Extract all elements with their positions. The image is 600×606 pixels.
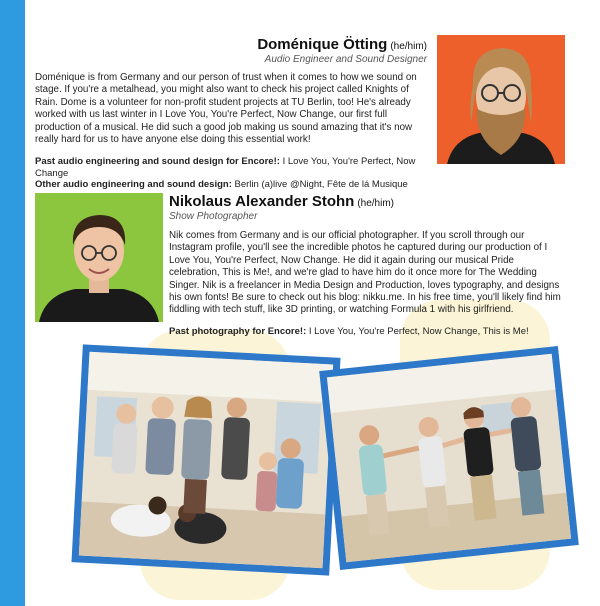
person1-name-line [257, 36, 427, 53]
credit-value: Berlin (a)live @Night, Fête de lá Musique [234, 179, 408, 190]
gallery-photo-frame [319, 346, 579, 570]
portrait-photo-icon [35, 193, 163, 322]
side-accent-bar [0, 0, 25, 606]
person1-portrait [437, 35, 565, 164]
credit-label: Past photography for Encore!: [169, 326, 307, 337]
credit-line [169, 326, 569, 338]
person1-role: Audio Engineer and Sound Designer [264, 54, 427, 65]
person2-pronouns: (he/him) [357, 198, 395, 209]
credit-value: I Love You, You're Perfect, Now Change, This is Me! [308, 326, 529, 337]
gallery-photo [327, 354, 571, 563]
person1-credits [35, 156, 430, 191]
person2-name: Nikolaus Alexander Stohn [169, 193, 355, 210]
rehearsal-group-photo-icon [79, 352, 333, 568]
portrait-photo-icon [437, 35, 565, 164]
person1-pronouns: (he/him) [390, 41, 427, 52]
credit-line [35, 179, 430, 191]
gallery-photo [79, 352, 333, 568]
person2-role: Show Photographer [169, 211, 258, 222]
person2-name-line [169, 193, 394, 210]
person1-bio: Doménique is from Germany and our person of trust when it comes to how we sound on stage. If you're a metalhead, you might also want to check his project called Knights of Rain. Dome is a volunteer for non-profit student projects at TU Berlin, too! He's already worked with us last winter in I Love You, You're Perfect, Now Change, our first full production of a musical. He did such a good job making us sound amazing that it's now really hard for us to have anyone else doing this essential work! [35, 72, 417, 146]
credit-label: Other audio engineering and sound design: [35, 179, 232, 190]
gallery-photo-frame [71, 344, 340, 575]
person2-header [169, 193, 394, 222]
credit-label: Past audio engineering and sound design for Encore!: [35, 156, 280, 167]
person2-bio: Nik comes from Germany and is our official photographer. If you scroll through our Instagram profile, you'll see the incredible photos he captured during our production of I Love You, You're Perfect, Now Change. He did it again during our musical Pride celebration, This is Me!, and we're glad to have him do it once more for The Wedding Singer. Nik is a freelancer in Media Design and Production, loves typography, and designs his own fonts! Be sure to check out his blog: nikku.me. In his free time, you'll likely find him fiddling with tech stuff, like 3D printing, or watching Formula 1 with his girlfriend. [169, 230, 561, 316]
person1-name: Doménique Ötting [257, 36, 388, 53]
credit-line [35, 156, 430, 179]
person2-credits [169, 326, 569, 338]
person2-portrait [35, 193, 163, 322]
rehearsal-dance-photo-icon [327, 354, 571, 563]
credit-value: I Love You, You're Perfect, Now Change [35, 156, 416, 179]
person1-header [257, 36, 427, 65]
